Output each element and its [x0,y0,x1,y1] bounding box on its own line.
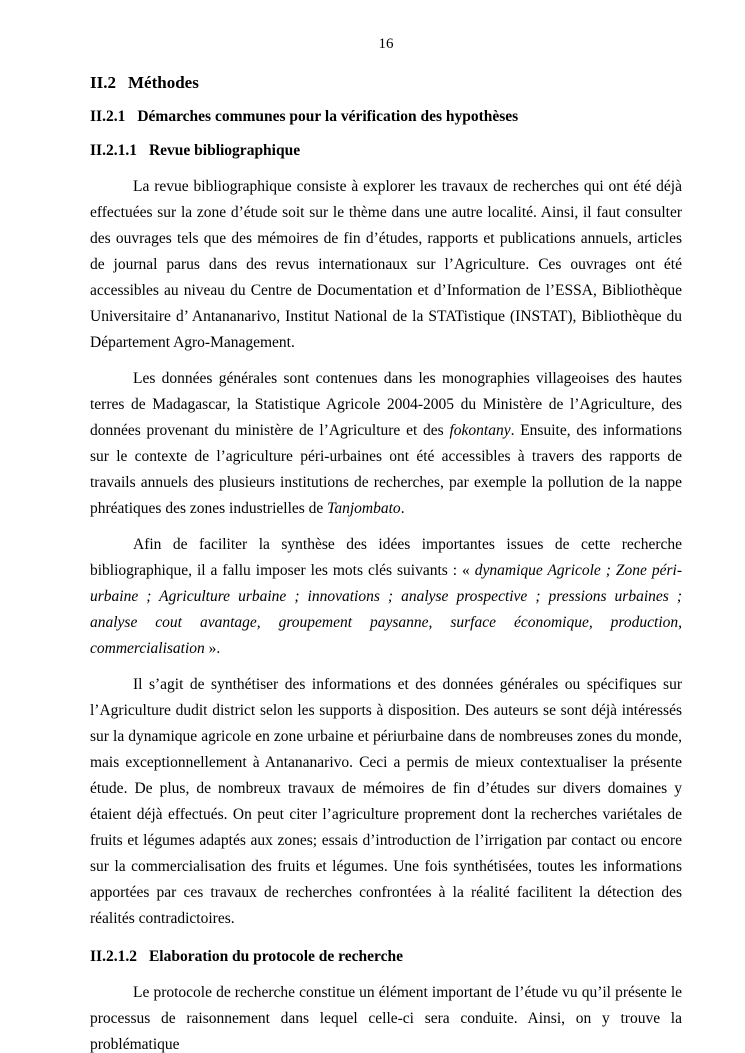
heading-methodes [90,73,682,93]
heading-elaboration-protocole [90,948,682,966]
paragraph-mots-cles: Afin de faciliter la synthèse des idées importantes issues de cette recherche bibliographique, il a fallu imposer les mots clés suivants : « dynamique Agricole ; Zone péri-urbaine ; Agriculture urbaine ; innovations ; analyse prospective ; pressions urbaines ; analyse cout avantage, groupement paysanne, surface économique, production, commercialisation ». [90,536,682,657]
heading-methodes-label: Méthodes [127,73,199,92]
heading-revue-bibliographique [90,142,682,160]
heading-protocole-label: Elaboration du protocole de recherche [148,948,403,965]
heading-demarches-number: II.2.1 [90,108,126,125]
paragraph-donnees-generales: Les données générales sont contenues dans les monographies villageoises des hautes terres de Madagascar, la Statistique Agricole 2004-2005 du Ministère de l’Agriculture, des données provenant du ministère de l’Agriculture et des fokontany. Ensuite, des informations sur le contexte de l’agriculture péri-urbaines ont été accessibles à travers des rapports de travails annuels des plusieurs institutions de recherches, par exemple la pollution de la nappe phréatiques des zones industrielles de Tanjombato. [90,370,682,517]
heading-protocole-number: II.2.1.2 [90,948,137,965]
page-number: 16 [378,36,394,52]
heading-demarches-communes [90,108,682,126]
paragraph-synthese-informations: Il s’agit de synthétiser des informations et des données générales ou spécifiques sur l’Agriculture dudit district selon les supports à disposition. Des auteurs se sont déjà intéressés sur la dynamique agricole en zone urbaine et périurbaine dans de nombreuses zones du monde, mais exceptionnellement à Antananarivo. Ceci a permis de mieux contextualiser la présente étude. De plus, de nombreux travaux de mémoires de fin d’études sur divers domaines y étaient déjà effectués. On peut citer l’agriculture proprement dont la recherches variétales de fruits et légumes adaptés aux zones; essais d’introduction de l’irrigation par contact ou encore sur la commercialisation des fruits et légumes. Une fois synthétisées, toutes les informations apportées par ces travaux de recherches confrontées à la réalité facilitent la détection des réalités contradictoires. [90,676,682,927]
paragraph-protocole-recherche: Le protocole de recherche constitue un élément important de l’étude vu qu’il présente le processus de raisonnement dans lequel celle-ci sera conduite. Ainsi, on y trouve la problématique [90,984,682,1053]
heading-demarches-label: Démarches communes pour la vérification des hypothèses [137,108,519,125]
heading-revue-number: II.2.1.1 [90,142,137,159]
heading-revue-label: Revue bibliographique [148,142,301,159]
paragraph-revue-sources: La revue bibliographique consiste à explorer les travaux de recherches qui ont été déjà effectuées sur la zone d’étude soit sur le thème dans une autre localité. Ainsi, il faut consulter des ouvrages tels que des mémoires de fin d’études, rapports et publications annuels, articles de journal parus dans des revus internationaux sur l’Agriculture. Ces ouvrages ont été accessibles au niveau du Centre de Documentation et d’Information de l’ESSA, Bibliothèque Universitaire d’ Antananarivo, Institut National de la STATistique (INSTAT), Bibliothèque du Département Agro-Management. [90,178,682,351]
heading-methodes-number: II.2 [90,73,116,92]
